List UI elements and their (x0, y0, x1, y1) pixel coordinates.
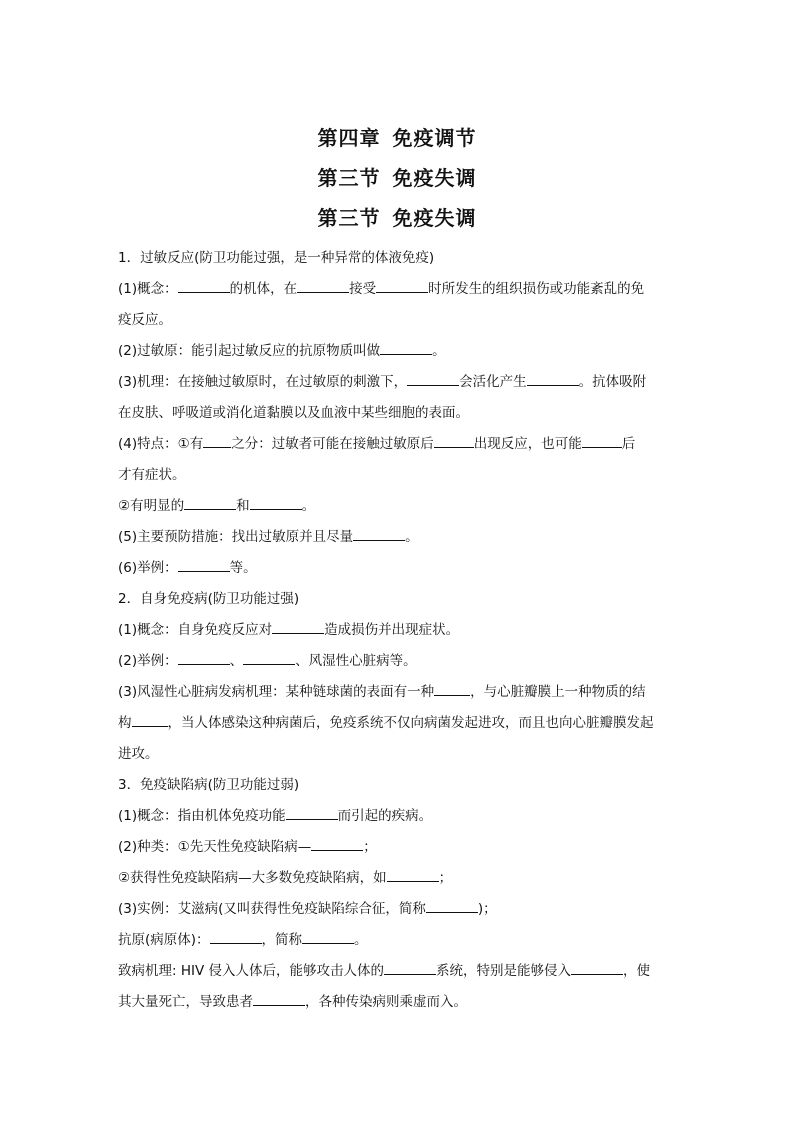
allergy-prevention: (5)主要预防措施：找出过敏原并且尽量 。 (118, 529, 419, 545)
immunodeficiency-types-2: ②获得性免疫缺陷病—大多数免疫缺陷病，如 ； (118, 870, 453, 886)
fill-blank[interactable] (407, 373, 459, 386)
fill-blank[interactable] (571, 962, 623, 975)
allergy-mechanism-cont: 在皮肤、呼吸道或消化道黏膜以及血液中某些细胞的表面。 (118, 405, 469, 421)
autoimmune-concept: (1)概念：自身免疫反应对 造成损伤并出现症状。 (118, 622, 460, 638)
fill-blank[interactable] (384, 962, 436, 975)
fill-blank[interactable] (426, 900, 478, 913)
fill-blank[interactable] (380, 342, 432, 355)
fill-blank[interactable] (243, 652, 295, 665)
allergy-features-2: ②有明显的 和 。 (118, 498, 316, 514)
fill-blank[interactable] (527, 373, 579, 386)
fill-blank[interactable] (272, 621, 324, 634)
fill-blank[interactable] (203, 435, 231, 448)
allergy-concept-cont: 疫反应。 (118, 312, 172, 328)
fill-blank[interactable] (286, 807, 338, 820)
allergy-mechanism: (3)机理：在接触过敏原时，在过敏原的刺激下， 会活化产生 。抗体吸附 (118, 374, 647, 390)
fill-blank[interactable] (582, 435, 622, 448)
immunodeficiency-types: (2)种类：①先天性免疫缺陷病— ； (118, 839, 377, 855)
fill-blank[interactable] (434, 683, 470, 696)
allergy-features: (4)特点：①有 之分：过敏者可能在接触过敏原后 出现反应，也可能 后 (118, 436, 636, 452)
aids-pathogenesis-cont: 其大量死亡，导致患者 ，各种传染病则乘虚而入。 (118, 994, 467, 1010)
fill-blank[interactable] (387, 869, 439, 882)
aids-pathogenesis: 致病机理: HIV 侵入人体后，能够攻击人体的 系统，特别是能够侵入 ，使 (118, 963, 650, 979)
rheumatic-mechanism-end: 进攻。 (118, 746, 159, 762)
section-heading-autoimmune: 2．自身免疫病(防卫功能过强) (118, 591, 300, 607)
fill-blank[interactable] (210, 931, 262, 944)
fill-blank[interactable] (253, 993, 305, 1006)
immunodeficiency-concept: (1)概念：指由机体免疫功能 而引起的疾病。 (118, 808, 433, 824)
autoimmune-example: (2)举例： 、 、风湿性心脏病等。 (118, 653, 417, 669)
rheumatic-mechanism-cont: 构 ，当人体感染这种病菌后，免疫系统不仅向病菌发起进攻，而且也向心脏瓣膜发起 (118, 715, 654, 731)
allergy-features-cont: 才有症状。 (118, 467, 186, 483)
fill-blank[interactable] (353, 528, 405, 541)
title-block (0, 118, 794, 238)
chapter-title: 第四章 免疫调节 (317, 126, 477, 150)
aids-case: (3)实例：艾滋病(又叫获得性免疫缺陷综合征，简称 )； (118, 901, 497, 917)
fill-blank[interactable] (297, 280, 349, 293)
fill-blank[interactable] (311, 838, 363, 851)
fill-blank[interactable] (434, 435, 474, 448)
fill-blank[interactable] (376, 280, 428, 293)
aids-antigen: 抗原(病原体)： ，简称 。 (118, 932, 368, 948)
fill-blank[interactable] (250, 497, 302, 510)
allergen-definition: (2)过敏原：能引起过敏反应的抗原物质叫做 。 (118, 343, 446, 359)
section-title: 第三节 免疫失调 (317, 166, 477, 190)
rheumatic-mechanism: (3)风湿性心脏病发病机理：某种链球菌的表面有一种 ，与心脏瓣膜上一种物质的结 (118, 684, 646, 700)
fill-blank[interactable] (184, 497, 236, 510)
fill-blank[interactable] (302, 931, 354, 944)
section-heading-allergy: 1．过敏反应(防卫功能过强，是一种异常的体液免疫) (118, 250, 435, 266)
section-title-repeat: 第三节 免疫失调 (317, 206, 477, 230)
fill-blank[interactable] (178, 559, 230, 572)
section-heading-immunodeficiency: 3．免疫缺陷病(防卫功能过弱) (118, 777, 300, 793)
fill-blank[interactable] (178, 652, 230, 665)
fill-blank[interactable] (132, 714, 168, 727)
worksheet-content (118, 243, 678, 1018)
allergy-concept: (1)概念： 的机体，在 接受 时所发生的组织损伤或功能紊乱的免 (118, 281, 645, 297)
fill-blank[interactable] (178, 280, 230, 293)
allergy-example: (6)举例： 等。 (118, 560, 257, 576)
